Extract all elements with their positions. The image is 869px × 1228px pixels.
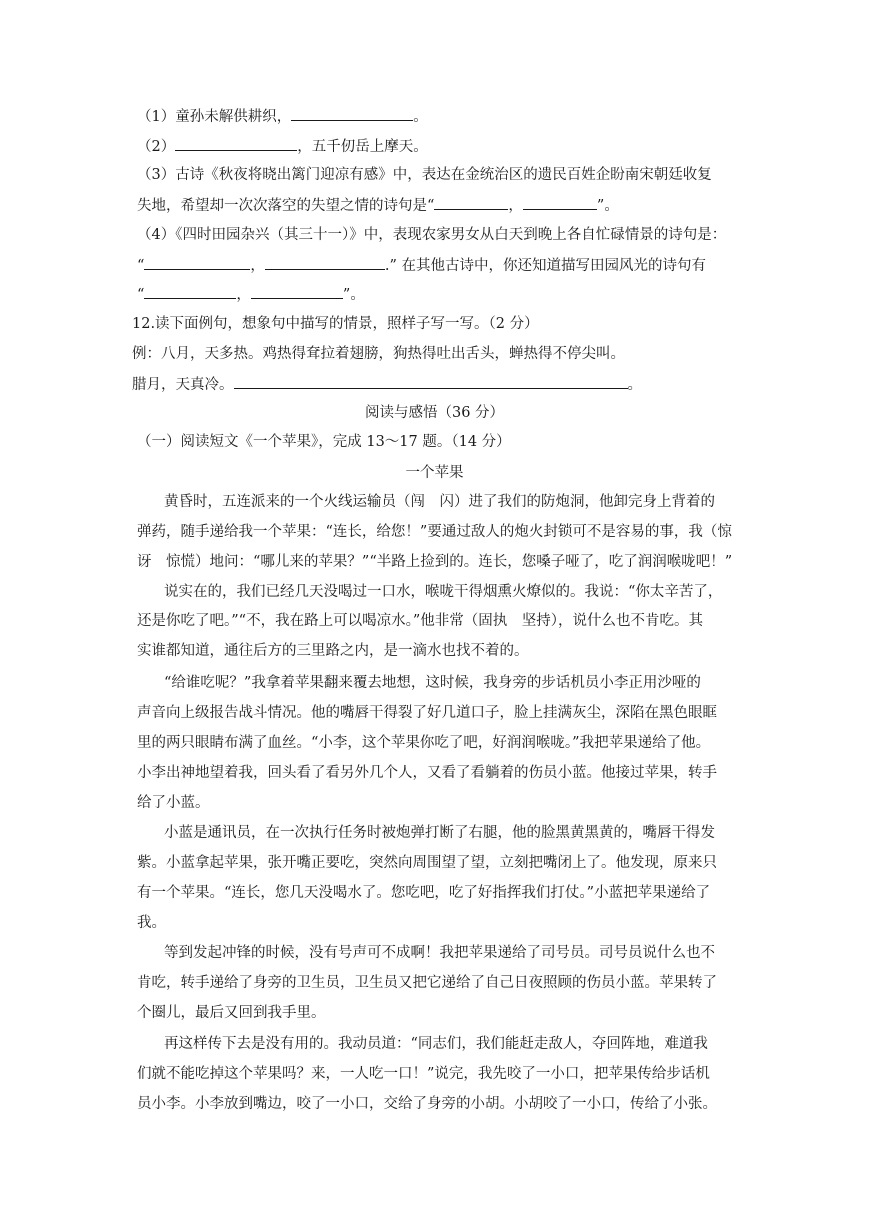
paragraph-line: 紫。小蓝拿起苹果，张开嘴正要吃，突然向周围望了望，立刻把嘴闭上了。他发现，原来只 — [137, 855, 717, 871]
q11-3-text: 失地，希望却一次次落空的失望之情的诗句是“ — [137, 198, 435, 214]
answer-blank[interactable] — [144, 284, 236, 299]
q11-item-1 — [137, 106, 428, 127]
answer-blank[interactable] — [434, 195, 508, 210]
q11-1-text: （1）童孙未解供耕织， — [137, 109, 292, 125]
paragraph-line: 等到发起冲锋的时候，没有号声可不成啊！我把苹果递给了司号员。司号员说什么也不 — [164, 945, 715, 961]
answer-blank[interactable] — [175, 136, 297, 151]
paragraph-line: 员小李。小李放到嘴边，咬了一小口，交给了身旁的小胡。小胡咬了一小口，传给了小张。 — [137, 1096, 717, 1112]
q12-example: 例：八月，天多热。鸡热得耷拉着翅膀，狗热得吐出舌头，蝉热得不停尖叫。 — [132, 346, 625, 362]
separator: ， — [508, 198, 523, 214]
answer-blank[interactable] — [251, 284, 343, 299]
q11-3-line-1: （3）古诗《秋夜将晓出篱门迎凉有感》中，表达在金统治区的遗民百姓企盼南宋朝廷收复 — [137, 167, 712, 183]
q11-4-text: .” 在其他古诗中，你还知道描写田园风光的诗句有 — [384, 258, 707, 274]
answer-blank[interactable] — [523, 195, 597, 210]
answer-blank[interactable] — [291, 106, 413, 121]
quote-open: “ — [137, 258, 145, 274]
q12-prompt-end: 。 — [627, 377, 642, 393]
answer-blank[interactable] — [144, 255, 250, 270]
paragraph-line: 说实在的，我们已经几天没喝过一口水，喉咙干得烟熏火燎似的。我说：“你太辛苦了， — [164, 584, 723, 600]
paragraph-line: 还是你吃了吧。”“不，我在路上可以喝凉水。”他非常（固执 坚持），说什么也不肯吃。其 — [137, 613, 703, 629]
q11-3-line-2 — [137, 195, 619, 216]
paragraph-line: 实谁都知道，通往后方的三里路之内，是一滴水也找不着的。 — [137, 643, 529, 659]
sub-title: （一）阅读短文《一个苹果》，完成 13～17 题。（14 分） — [137, 434, 511, 450]
paragraph-line: 小蓝是通讯员，在一次执行任务时被炮弹打断了右腿，他的脸黑黄黑黄的，嘴唇干得发 — [164, 825, 715, 841]
paragraph-line: 们就不能吃掉这个苹果吗？来，一人吃一口！”说完，我先咬了一小口，把苹果传给步话机 — [137, 1066, 710, 1082]
paragraph-line: “给谁吃呢？”我拿着苹果翻来覆去地想，这时候，我身旁的步话机员小李正用沙哑的 — [164, 675, 701, 691]
q11-2-num: （2） — [137, 139, 176, 155]
q11-3-end: ”。 — [596, 198, 619, 214]
q11-1-end: 。 — [413, 109, 428, 125]
q12-title: 12.读下面例句，想象句中描写的情景，照样子写一写。（2 分） — [132, 316, 539, 332]
separator: ， — [236, 287, 251, 303]
q11-4-line-1: （4）《四时田园杂兴（其三十一）》中，表现农家男女从白天到晚上各自忙碌情景的诗句是： — [137, 227, 727, 243]
answer-blank[interactable] — [234, 374, 628, 389]
q11-item-2 — [137, 136, 428, 157]
separator: ， — [250, 258, 265, 274]
paragraph-line: 有一个苹果。“连长，您几天没喝水了。您吃吧，吃了好指挥我们打仗。”小蓝把苹果递给了 — [137, 885, 711, 901]
q11-4-line-2 — [137, 255, 706, 276]
paragraph-line: 弹药，随手递给我一个苹果：“连长，给您！”要通过敌人的炮火封锁可不是容易的事，我（惊 — [137, 524, 732, 540]
story-title: 一个苹果 — [405, 465, 464, 481]
answer-blank[interactable] — [265, 255, 385, 270]
paragraph-line: 声音向上级报告战斗情况。他的嘴唇干得裂了好几道口子，脸上挂满灰尘，深陷在黑色眼眶 — [137, 705, 717, 721]
quote-open: “ — [137, 287, 145, 303]
q12-prompt — [132, 374, 642, 395]
q11-4-line-3 — [137, 284, 365, 305]
paragraph-line: 再这样传下去是没有用的。我动员道：“同志们，我们能赶走敌人，夺回阵地，难道我 — [164, 1036, 708, 1052]
section-title: 阅读与感悟（36 分） — [364, 405, 505, 421]
paragraph-line: 肯吃，转手递给了身旁的卫生员，卫生员又把它递给了自己日夜照顾的伤员小蓝。苹果转了 — [137, 975, 717, 991]
quote-close: ”。 — [342, 287, 365, 303]
q12-prompt-text: 腊月，天真冷。 — [132, 377, 234, 393]
paragraph-line: 给了小蓝。 — [137, 795, 210, 811]
q11-2-text: ，五千仞岳上摩天。 — [297, 139, 428, 155]
paragraph-line: 讶 惊慌）地问：“哪儿来的苹果？”“半路上捡到的。连长，您嗓子哑了，吃了润润喉咙吧！” — [137, 554, 733, 570]
paragraph-line: 我。 — [137, 915, 166, 931]
paragraph-line: 个圈儿，最后又回到我手里。 — [137, 1005, 326, 1021]
paragraph-line: 黄昏时，五连派来的一个火线运输员（闯 闪）进了我们的防炮洞，他卸完身上背着的 — [164, 494, 715, 510]
paragraph-line: 小李出神地望着我，回头看了看另外几个人，又看了看躺着的伤员小蓝。他接过苹果，转手 — [137, 765, 717, 781]
paragraph-line: 里的两只眼睛布满了血丝。“小李，这个苹果你吃了吧，好润润喉咙。”我把苹果递给了他。 — [137, 735, 711, 751]
